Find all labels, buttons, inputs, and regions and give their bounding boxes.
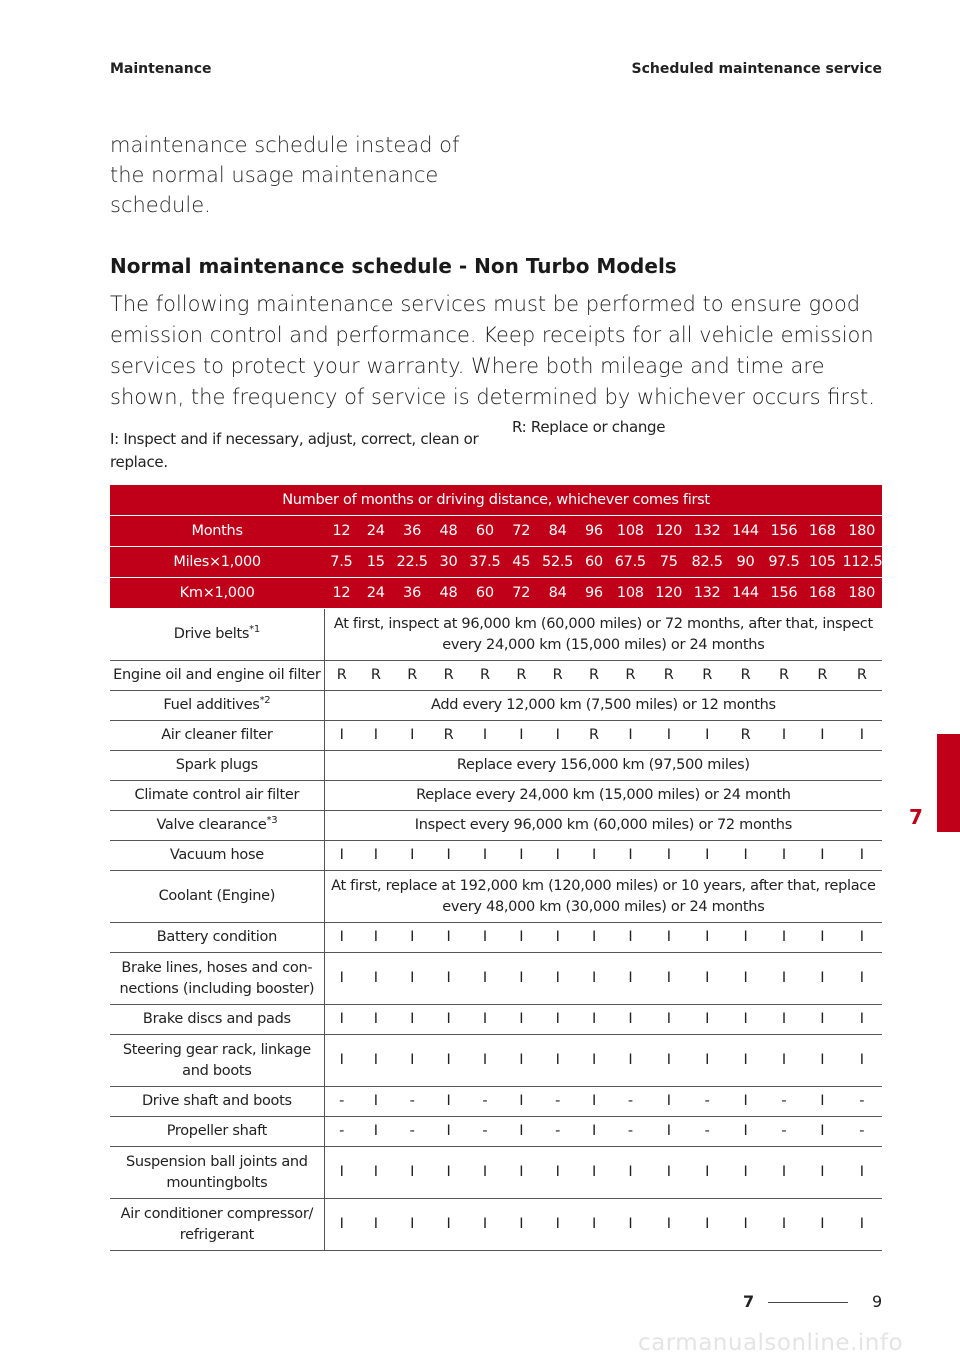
service-item — [110, 811, 324, 841]
service-cell: I — [803, 841, 841, 871]
service-cell: I — [359, 721, 393, 751]
service-cell: I — [504, 1199, 538, 1251]
service-cell: I — [538, 1147, 576, 1199]
service-cell: I — [359, 1035, 393, 1087]
service-cell: I — [393, 1005, 431, 1035]
header-cell: 168 — [803, 516, 841, 547]
header-row-label: Km×1,000 — [110, 578, 324, 609]
header-page-title: Scheduled maintenance service — [631, 61, 882, 77]
service-cell: I — [577, 1147, 611, 1199]
chapter-side-number: 7 — [909, 805, 923, 829]
service-cell: I — [650, 721, 688, 751]
service-interval-text: Inspect every 96,000 km (60,000 miles) or 72 months — [324, 811, 882, 841]
service-cell: I — [393, 1035, 431, 1087]
service-cell: - — [841, 1117, 882, 1147]
service-cell: I — [611, 1035, 649, 1087]
service-cell: I — [359, 1147, 393, 1199]
header-cell: 48 — [431, 578, 465, 609]
footnote-marker: *1 — [249, 624, 260, 636]
service-cell: I — [466, 1199, 504, 1251]
header-cell: 36 — [393, 516, 431, 547]
service-cell: I — [688, 923, 726, 953]
service-cell: I — [466, 1035, 504, 1087]
table-header-row — [110, 547, 882, 578]
header-cell: 112.5 — [841, 547, 882, 578]
service-cell: I — [359, 841, 393, 871]
header-cell: 12 — [324, 578, 358, 609]
table-title: Number of months or driving distance, whichever comes first — [110, 485, 882, 516]
service-cell: I — [841, 1199, 882, 1251]
service-item — [110, 1147, 324, 1199]
service-cell: I — [688, 1199, 726, 1251]
service-cell: I — [841, 721, 882, 751]
legend-replace: R: Replace or change — [512, 418, 666, 436]
service-cell: I — [611, 841, 649, 871]
service-item — [110, 1005, 324, 1035]
service-interval-text: At first, inspect at 96,000 km (60,000 miles) or 72 months, after that, inspect every 24,000 km (15,000 miles) or 24 months — [324, 609, 882, 661]
service-cell: I — [359, 1199, 393, 1251]
service-cell: I — [577, 1035, 611, 1087]
service-item-label: Air cleaner filter — [161, 727, 273, 743]
service-cell: I — [650, 841, 688, 871]
header-cell: 180 — [841, 516, 882, 547]
service-cell: I — [726, 1117, 764, 1147]
service-cell: I — [650, 1199, 688, 1251]
service-cell: R — [688, 661, 726, 691]
service-cell: I — [393, 841, 431, 871]
service-cell: I — [431, 1147, 465, 1199]
service-cell: I — [726, 1035, 764, 1087]
service-cell: R — [803, 661, 841, 691]
header-row-label: Miles×1,000 — [110, 547, 324, 578]
service-cell: I — [538, 841, 576, 871]
header-cell: 108 — [611, 516, 649, 547]
table-row — [110, 609, 882, 661]
service-cell: R — [538, 661, 576, 691]
service-cell: I — [803, 923, 841, 953]
service-cell: I — [324, 1199, 358, 1251]
header-cell: 120 — [650, 516, 688, 547]
service-cell: I — [466, 923, 504, 953]
intro-paragraph: maintenance schedule instead of the normal usage maintenance schedule. — [110, 133, 460, 217]
footer-page-number: 9 — [872, 1292, 883, 1311]
service-cell: I — [765, 923, 803, 953]
service-cell: I — [688, 721, 726, 751]
service-item-label: Valve clearance — [156, 817, 267, 833]
service-item — [110, 1087, 324, 1117]
service-cell: I — [359, 923, 393, 953]
service-item-label: Drive shaft and boots — [141, 1093, 292, 1109]
table-row — [110, 953, 882, 1005]
service-item-label: Fuel additives — [163, 697, 260, 713]
service-cell: R — [726, 721, 764, 751]
service-cell: I — [726, 1087, 764, 1117]
service-cell: I — [466, 1147, 504, 1199]
service-cell: I — [688, 953, 726, 1005]
service-cell: I — [688, 1005, 726, 1035]
service-cell: I — [726, 953, 764, 1005]
service-cell: I — [650, 923, 688, 953]
header-cell: 168 — [803, 578, 841, 609]
table-row — [110, 1147, 882, 1199]
header-cell: 120 — [650, 578, 688, 609]
header-cell: 60 — [577, 547, 611, 578]
service-cell: I — [577, 923, 611, 953]
service-cell: - — [393, 1117, 431, 1147]
table-title-row — [110, 485, 882, 516]
table-header-row — [110, 578, 882, 609]
body-paragraph: The following maintenance services must be performed to ensure good emission control and performance. Keep receipts for all vehicle emission services to protect your warranty. Where both mileage and time are shown, the frequency of service is determined by whichever occurs first. — [110, 292, 875, 409]
service-cell: I — [803, 1087, 841, 1117]
header-cell: 22.5 — [393, 547, 431, 578]
service-cell: R — [393, 661, 431, 691]
service-cell: - — [611, 1117, 649, 1147]
table-row — [110, 751, 882, 781]
service-item — [110, 923, 324, 953]
service-cell: I — [538, 1005, 576, 1035]
service-cell: I — [650, 1117, 688, 1147]
service-cell: I — [841, 953, 882, 1005]
header-cell: 132 — [688, 516, 726, 547]
service-cell: I — [726, 1199, 764, 1251]
service-item — [110, 1199, 324, 1251]
service-cell: I — [765, 841, 803, 871]
table-row — [110, 1117, 882, 1147]
header-cell: 105 — [803, 547, 841, 578]
service-cell: I — [359, 1087, 393, 1117]
service-cell: I — [803, 1005, 841, 1035]
service-cell: I — [431, 1035, 465, 1087]
table-row — [110, 871, 882, 923]
header-cell: 24 — [359, 578, 393, 609]
service-cell: I — [324, 953, 358, 1005]
header-cell: 67.5 — [611, 547, 649, 578]
service-cell: R — [765, 661, 803, 691]
service-cell: I — [431, 1117, 465, 1147]
maintenance-schedule-table — [110, 485, 882, 1251]
service-cell: I — [577, 1087, 611, 1117]
service-cell: I — [324, 721, 358, 751]
service-cell: - — [688, 1117, 726, 1147]
header-cell: 52.5 — [538, 547, 576, 578]
legend-inspect: I: Inspect and if necessary, adjust, correct, clean or replace. — [110, 430, 479, 471]
service-item-label: Brake lines, hoses and con-nections (including booster) — [119, 959, 315, 997]
service-cell: R — [466, 661, 504, 691]
header-cell: 24 — [359, 516, 393, 547]
service-cell: I — [466, 721, 504, 751]
service-cell: I — [577, 1117, 611, 1147]
service-interval-text: Add every 12,000 km (7,500 miles) or 12 months — [324, 691, 882, 721]
header-cell: 84 — [538, 578, 576, 609]
service-cell: I — [504, 841, 538, 871]
service-item — [110, 751, 324, 781]
service-cell: I — [466, 1005, 504, 1035]
service-cell: I — [504, 1117, 538, 1147]
header-row-label: Months — [110, 516, 324, 547]
service-item — [110, 691, 324, 721]
service-cell: I — [431, 1199, 465, 1251]
header-cell: 108 — [611, 578, 649, 609]
service-item — [110, 871, 324, 923]
section-heading: Normal maintenance schedule - Non Turbo Models — [110, 254, 677, 278]
service-item — [110, 841, 324, 871]
service-cell: - — [538, 1087, 576, 1117]
service-cell: I — [765, 953, 803, 1005]
service-cell: I — [803, 1199, 841, 1251]
table-row — [110, 781, 882, 811]
service-cell: I — [577, 1199, 611, 1251]
service-cell: R — [577, 661, 611, 691]
service-cell: I — [803, 1147, 841, 1199]
service-cell: R — [359, 661, 393, 691]
table-row — [110, 691, 882, 721]
service-cell: I — [324, 1005, 358, 1035]
service-cell: I — [688, 841, 726, 871]
service-item-label: Vacuum hose — [169, 847, 264, 863]
service-cell: R — [611, 661, 649, 691]
service-item-label: Battery condition — [156, 929, 277, 945]
header-cell: 60 — [466, 578, 504, 609]
header-cell: 96 — [577, 516, 611, 547]
service-cell: R — [431, 721, 465, 751]
service-cell: R — [577, 721, 611, 751]
service-interval-text: Replace every 156,000 km (97,500 miles) — [324, 751, 882, 781]
service-cell: I — [688, 1035, 726, 1087]
header-cell: 97.5 — [765, 547, 803, 578]
service-cell: I — [577, 953, 611, 1005]
service-cell: I — [359, 1005, 393, 1035]
table-row — [110, 721, 882, 751]
service-cell: I — [393, 721, 431, 751]
service-cell: I — [466, 953, 504, 1005]
service-cell: - — [324, 1087, 358, 1117]
service-cell: I — [324, 841, 358, 871]
footnote-marker: *2 — [259, 695, 271, 707]
header-cell: 75 — [650, 547, 688, 578]
service-cell: I — [504, 1035, 538, 1087]
service-cell: I — [803, 1035, 841, 1087]
table-row — [110, 811, 882, 841]
service-cell: I — [611, 1147, 649, 1199]
service-cell: I — [650, 1087, 688, 1117]
header-cell: 48 — [431, 516, 465, 547]
service-cell: I — [324, 1147, 358, 1199]
header-cell: 30 — [431, 547, 465, 578]
service-cell: I — [538, 953, 576, 1005]
service-cell: I — [393, 1147, 431, 1199]
service-cell: I — [393, 1199, 431, 1251]
header-cell: 7.5 — [324, 547, 358, 578]
service-cell: I — [803, 953, 841, 1005]
service-item — [110, 781, 324, 811]
service-cell: - — [688, 1087, 726, 1117]
header-cell: 72 — [504, 516, 538, 547]
watermark: carmanualsonline.info — [638, 1330, 904, 1356]
service-item — [110, 1117, 324, 1147]
table-row — [110, 1199, 882, 1251]
header-cell: 144 — [726, 578, 764, 609]
service-cell: I — [726, 1005, 764, 1035]
service-cell: I — [726, 1147, 764, 1199]
service-cell: I — [650, 1035, 688, 1087]
service-cell: - — [466, 1087, 504, 1117]
service-cell: I — [803, 1117, 841, 1147]
service-item — [110, 1035, 324, 1087]
service-item-label: Climate control air filter — [134, 787, 300, 803]
service-cell: R — [431, 661, 465, 691]
service-item-label: Suspension ball joints and mountingbolts — [125, 1153, 308, 1191]
service-cell: I — [841, 1035, 882, 1087]
service-cell: I — [504, 923, 538, 953]
service-cell: I — [577, 1005, 611, 1035]
service-cell: I — [431, 841, 465, 871]
service-item-label: Air conditioner compressor/ refrigerant — [120, 1205, 314, 1243]
service-cell: I — [765, 721, 803, 751]
header-cell: 45 — [504, 547, 538, 578]
service-cell: I — [431, 953, 465, 1005]
service-cell: R — [324, 661, 358, 691]
service-cell: I — [359, 953, 393, 1005]
service-item-label: Engine oil and engine oil filter — [113, 667, 321, 683]
service-cell: - — [466, 1117, 504, 1147]
table-row — [110, 1035, 882, 1087]
service-item — [110, 661, 324, 691]
header-cell: 90 — [726, 547, 764, 578]
service-cell: I — [538, 1035, 576, 1087]
service-cell: I — [611, 923, 649, 953]
service-cell: - — [538, 1117, 576, 1147]
service-item — [110, 609, 324, 661]
header-cell: 15 — [359, 547, 393, 578]
service-item-label: Coolant (Engine) — [158, 888, 276, 904]
chapter-side-tab — [937, 734, 960, 832]
service-cell: - — [324, 1117, 358, 1147]
service-cell: I — [393, 953, 431, 1005]
header-cell: 60 — [466, 516, 504, 547]
service-cell: R — [726, 661, 764, 691]
header-section-title: Maintenance — [110, 61, 212, 77]
service-cell: I — [611, 1005, 649, 1035]
service-cell: I — [688, 1147, 726, 1199]
service-cell: I — [324, 923, 358, 953]
service-cell: I — [359, 1117, 393, 1147]
header-cell: 12 — [324, 516, 358, 547]
service-item-label: Steering gear rack, linkage and boots — [122, 1041, 311, 1079]
service-cell: I — [841, 1005, 882, 1035]
table-row — [110, 1005, 882, 1035]
service-cell: I — [431, 1005, 465, 1035]
service-cell: I — [504, 1005, 538, 1035]
table-header-row — [110, 516, 882, 547]
service-cell: I — [504, 953, 538, 1005]
service-cell: I — [538, 721, 576, 751]
table-row — [110, 841, 882, 871]
service-cell: - — [611, 1087, 649, 1117]
service-cell: I — [841, 1147, 882, 1199]
header-cell: 37.5 — [466, 547, 504, 578]
service-cell: I — [611, 721, 649, 751]
service-cell: I — [765, 1199, 803, 1251]
service-cell: I — [726, 923, 764, 953]
service-cell: I — [841, 841, 882, 871]
footer-chapter-number: 7 — [743, 1292, 755, 1311]
service-cell: I — [726, 841, 764, 871]
header-cell: 72 — [504, 578, 538, 609]
service-cell: I — [650, 1005, 688, 1035]
service-cell: I — [611, 1199, 649, 1251]
footer-divider — [768, 1302, 848, 1303]
service-interval-text: Replace every 24,000 km (15,000 miles) or 24 month — [324, 781, 882, 811]
service-cell: R — [650, 661, 688, 691]
header-cell: 144 — [726, 516, 764, 547]
header-cell: 96 — [577, 578, 611, 609]
service-cell: I — [765, 1147, 803, 1199]
header-cell: 84 — [538, 516, 576, 547]
service-interval-text: At first, replace at 192,000 km (120,000 miles) or 10 years, after that, replace every 48,000 km (30,000 miles) or 24 months — [324, 871, 882, 923]
service-item-label: Spark plugs — [175, 757, 258, 773]
service-cell: I — [393, 923, 431, 953]
service-item — [110, 953, 324, 1005]
service-cell: - — [841, 1087, 882, 1117]
service-cell: I — [841, 923, 882, 953]
header-cell: 156 — [765, 578, 803, 609]
service-cell: - — [765, 1117, 803, 1147]
service-cell: I — [803, 721, 841, 751]
service-cell: I — [611, 953, 649, 1005]
service-cell: I — [431, 1087, 465, 1117]
service-cell: R — [841, 661, 882, 691]
service-cell: I — [650, 1147, 688, 1199]
table-row — [110, 661, 882, 691]
header-cell: 36 — [393, 578, 431, 609]
service-cell: I — [765, 1035, 803, 1087]
header-cell: 180 — [841, 578, 882, 609]
service-cell: I — [538, 1199, 576, 1251]
service-cell: R — [504, 661, 538, 691]
service-cell: I — [466, 841, 504, 871]
service-cell: I — [504, 1147, 538, 1199]
header-cell: 132 — [688, 578, 726, 609]
service-item-label: Propeller shaft — [166, 1123, 268, 1139]
service-cell: I — [650, 953, 688, 1005]
header-cell: 82.5 — [688, 547, 726, 578]
header-cell: 156 — [765, 516, 803, 547]
service-cell: - — [765, 1087, 803, 1117]
table-row — [110, 1087, 882, 1117]
service-cell: I — [538, 923, 576, 953]
table-row — [110, 923, 882, 953]
service-cell: I — [431, 923, 465, 953]
service-cell: I — [504, 721, 538, 751]
footnote-marker: *3 — [266, 815, 278, 827]
service-item — [110, 721, 324, 751]
service-cell: I — [765, 1005, 803, 1035]
service-item-label: Brake discs and pads — [142, 1011, 291, 1027]
service-item-label: Drive belts — [173, 626, 250, 642]
service-cell: I — [577, 841, 611, 871]
service-cell: I — [324, 1035, 358, 1087]
service-cell: - — [393, 1087, 431, 1117]
service-cell: I — [504, 1087, 538, 1117]
